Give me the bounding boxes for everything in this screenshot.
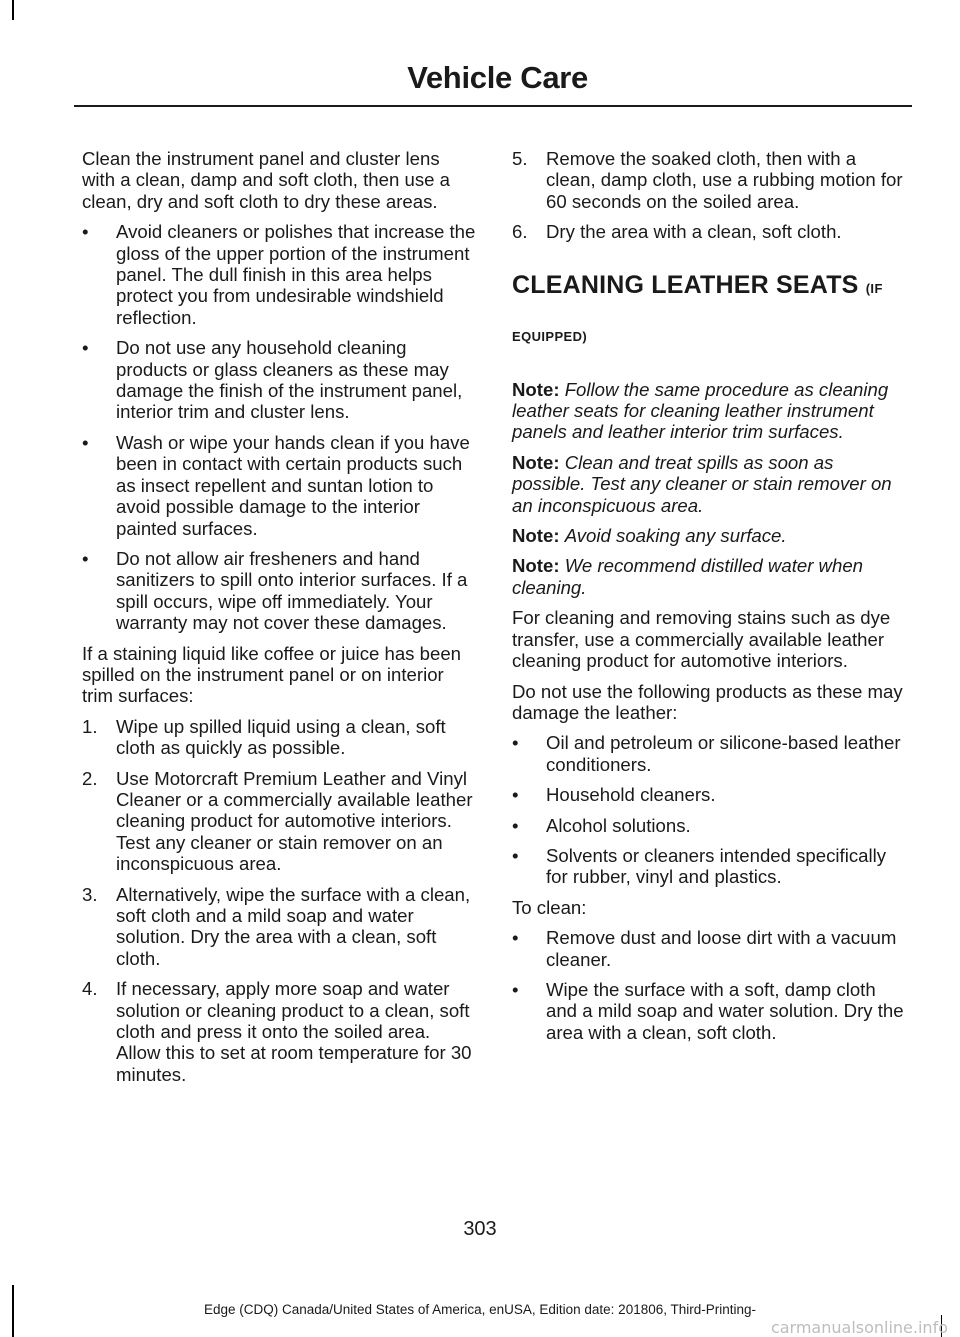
bullet-text: Solvents or cleaners intended specifically for rubber, vinyl and plastics.: [546, 844, 887, 888]
note-text: Clean and treat spills as soon as possible. Test any cleaner or stain remover on an inconspicuous area.: [512, 451, 892, 516]
note-text: We recommend distilled water when cleaning.: [512, 555, 864, 598]
step-text: Use Motorcraft Premium Leather and Vinyl Cleaner or a commercially available leather cleaning product for automotive interiors. Test any cleaner or stain remover on an inconspicuous area.: [116, 767, 473, 875]
spill-steps-continued: [512, 148, 908, 243]
step-number: 5.: [512, 148, 528, 169]
stains-paragraph: For cleaning and removing stains such as dye transfer, use a commercially available leather cleaning product for automotive interiors.: [512, 607, 891, 672]
note-text: Follow the same procedure as cleaning leather seats for cleaning leather instrument panels and leather interior trim surfaces.: [512, 378, 889, 443]
step-item: [82, 716, 476, 759]
avoid-products-bullets: [512, 732, 908, 887]
note-label: Note:: [512, 451, 560, 473]
note-paragraph: [512, 452, 908, 516]
spill-steps: [82, 716, 476, 1086]
list-item: [82, 337, 476, 423]
step-number: 6.: [512, 221, 528, 243]
section-heading-qualifier: (IF EQUIPPED): [512, 280, 883, 344]
cleaning-steps-bullets: [512, 927, 908, 1043]
note-paragraph: [512, 525, 908, 546]
step-text: Alternatively, wipe the surface with a clean, soft cloth and a mild soap and water solution. Dry the area with a clean, soft cloth.: [116, 883, 471, 969]
watermark: carmanualsonline.info: [770, 1318, 948, 1337]
bullet-text: Do not allow air fresheners and hand sanitizers to spill onto interior surfaces. If a spill occurs, wipe off immediately. Your warranty may not cover these damages.: [116, 547, 468, 634]
step-number: 1.: [82, 715, 98, 737]
bullet-glyph: •: [512, 732, 519, 754]
note-paragraph: [512, 379, 908, 443]
bullet-text: Do not use any household cleaning products or glass cleaners as these may damage the finish of the instrument panel, interior trim and cluster lens.: [116, 337, 463, 423]
instrument-panel-bullets: [82, 221, 476, 633]
note-label: Note:: [512, 555, 560, 577]
bullet-glyph: •: [82, 221, 89, 243]
step-item: [82, 768, 476, 875]
list-item: [512, 927, 908, 970]
list-item: [512, 815, 908, 836]
bullet-glyph: •: [512, 978, 519, 1000]
intro-paragraph: Clean the instrument panel and cluster lens with a clean, damp and soft cloth, then use a clean, dry and soft cloth to dry these areas.: [82, 148, 450, 212]
edition-footer: Edge (CDQ) Canada/United States of America, enUSA, Edition date: 201806, Third-Printing-: [203, 1302, 757, 1317]
step-item: [512, 148, 908, 212]
crop-mark-top-left: [12, 0, 14, 20]
note-label: Note:: [512, 378, 560, 400]
bullet-text: Household cleaners.: [546, 784, 716, 806]
list-item: [82, 548, 476, 634]
page-number: 303: [463, 1218, 497, 1240]
to-clean-label: To clean:: [512, 896, 587, 918]
bullet-text: Alcohol solutions.: [546, 814, 691, 836]
list-item: [512, 732, 908, 775]
spill-intro-paragraph: If a staining liquid like coffee or juice has been spilled on the instrument panel or on interior trim surfaces:: [82, 642, 462, 707]
bullet-text: Wash or wipe your hands clean if you have been in contact with certain products such as insect repellent and suntan lotion to avoid possible damage to the interior painted surfaces.: [116, 431, 470, 539]
header-divider: [74, 105, 912, 107]
right-column: [512, 148, 908, 1052]
bullet-glyph: •: [512, 814, 519, 836]
step-text: Dry the area with a clean, soft cloth.: [546, 221, 842, 243]
section-heading-main: CLEANING LEATHER SEATS: [512, 270, 859, 299]
step-item: [82, 978, 476, 1085]
list-item: [512, 979, 908, 1043]
step-text: Wipe up spilled liquid using a clean, soft cloth as quickly as possible.: [116, 715, 446, 759]
bullet-text: Remove dust and loose dirt with a vacuum cleaner.: [546, 927, 897, 970]
list-item: [512, 784, 908, 805]
bullet-text: Wipe the surface with a soft, damp cloth and a mild soap and water solution. Dry the area with a clean, soft cloth.: [546, 978, 904, 1043]
bullet-glyph: •: [512, 927, 519, 949]
bullet-glyph: •: [512, 784, 519, 806]
note-paragraph: [512, 555, 908, 598]
step-item: [512, 221, 908, 242]
bullet-glyph: •: [82, 547, 89, 569]
bullet-glyph: •: [512, 844, 519, 866]
note-label: Note:: [512, 525, 560, 547]
bullet-glyph: •: [82, 337, 89, 359]
note-text: Avoid soaking any surface.: [564, 525, 787, 547]
bullet-text: Oil and petroleum or silicone-based leather conditioners.: [546, 732, 901, 775]
list-item: [82, 432, 476, 539]
list-item: [82, 221, 476, 328]
step-item: [82, 884, 476, 970]
bullet-text: Avoid cleaners or polishes that increase the gloss of the upper portion of the instrument panel. The dull finish in this area helps protect you from undesirable windshield reflection.: [116, 221, 476, 328]
step-text: Remove the soaked cloth, then with a clean, damp cloth, use a rubbing motion for 60 seconds on the soiled area.: [546, 148, 903, 212]
step-number: 2.: [82, 767, 98, 789]
step-number: 3.: [82, 883, 98, 905]
page-title: Vehicle Care: [407, 60, 588, 95]
left-column: [82, 148, 476, 1094]
step-text: If necessary, apply more soap and water solution or cleaning product to a clean, soft cloth and press it onto the soiled area. Allow this to set at room temperature for 30 minutes.: [116, 978, 472, 1085]
list-item: [512, 845, 908, 888]
avoid-products-paragraph: Do not use the following products as these may damage the leather:: [512, 680, 903, 723]
step-number: 4.: [82, 978, 98, 1000]
section-heading-leather-seats: [512, 265, 908, 361]
bullet-glyph: •: [82, 431, 89, 453]
